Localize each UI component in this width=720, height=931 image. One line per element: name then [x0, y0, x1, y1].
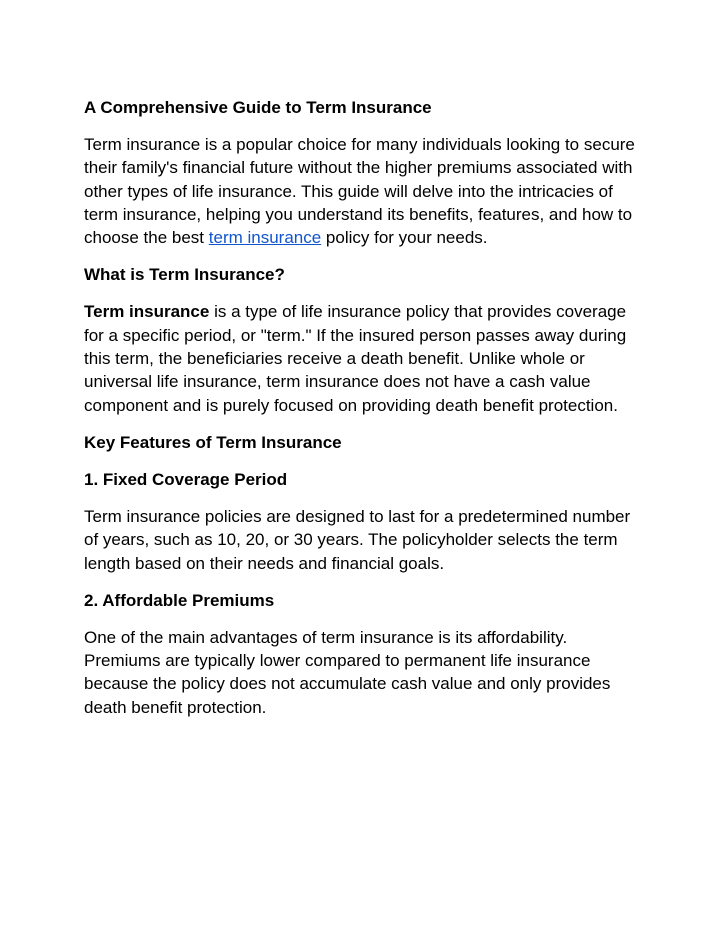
term-insurance-link[interactable]: term insurance — [208, 228, 322, 248]
feature-heading-fixed-coverage: 1. Fixed Coverage Period — [84, 469, 288, 489]
bold-lead-term: Term insurance — [84, 302, 210, 322]
what-is-paragraph — [84, 300, 644, 416]
what-is-body: is a type of life insurance policy that provides coverage for a specific period, or "term." If the insured person passes away during this term, the beneficiaries receive a death benefit. Unlike whole or universal life insurance, term insurance does not have a cash value component and is purely focused on providing death benefit protection. — [84, 302, 627, 415]
intro-paragraph — [84, 133, 644, 249]
section-heading-key-features: Key Features of Term Insurance — [84, 432, 342, 452]
intro-text-before-link: Term insurance is a popular choice for many individuals looking to secure their family's financial future without the higher premiums associated with other types of life insurance. This guide will delve into the intricacies of term insurance, helping you understand its benefits, features, and how to choose the best — [84, 135, 635, 248]
document-page — [84, 96, 644, 733]
feature-heading-affordable-premiums: 2. Affordable Premiums — [84, 590, 275, 610]
section-heading-what-is: What is Term Insurance? — [84, 265, 285, 285]
intro-text-after-link: policy for your needs. — [321, 228, 488, 248]
feature-body-affordable-premiums: One of the main advantages of term insurance is its affordability. Premiums are typically lower compared to permanent life insurance because the policy does not accumulate cash value and only provides death benefit protection. — [84, 627, 611, 717]
feature-body-fixed-coverage: Term insurance policies are designed to last for a predetermined number of years, such as 10, 20, or 30 years. The policyholder selects the term length based on their needs and financial goals. — [84, 506, 631, 573]
document-title: A Comprehensive Guide to Term Insurance — [84, 98, 432, 117]
